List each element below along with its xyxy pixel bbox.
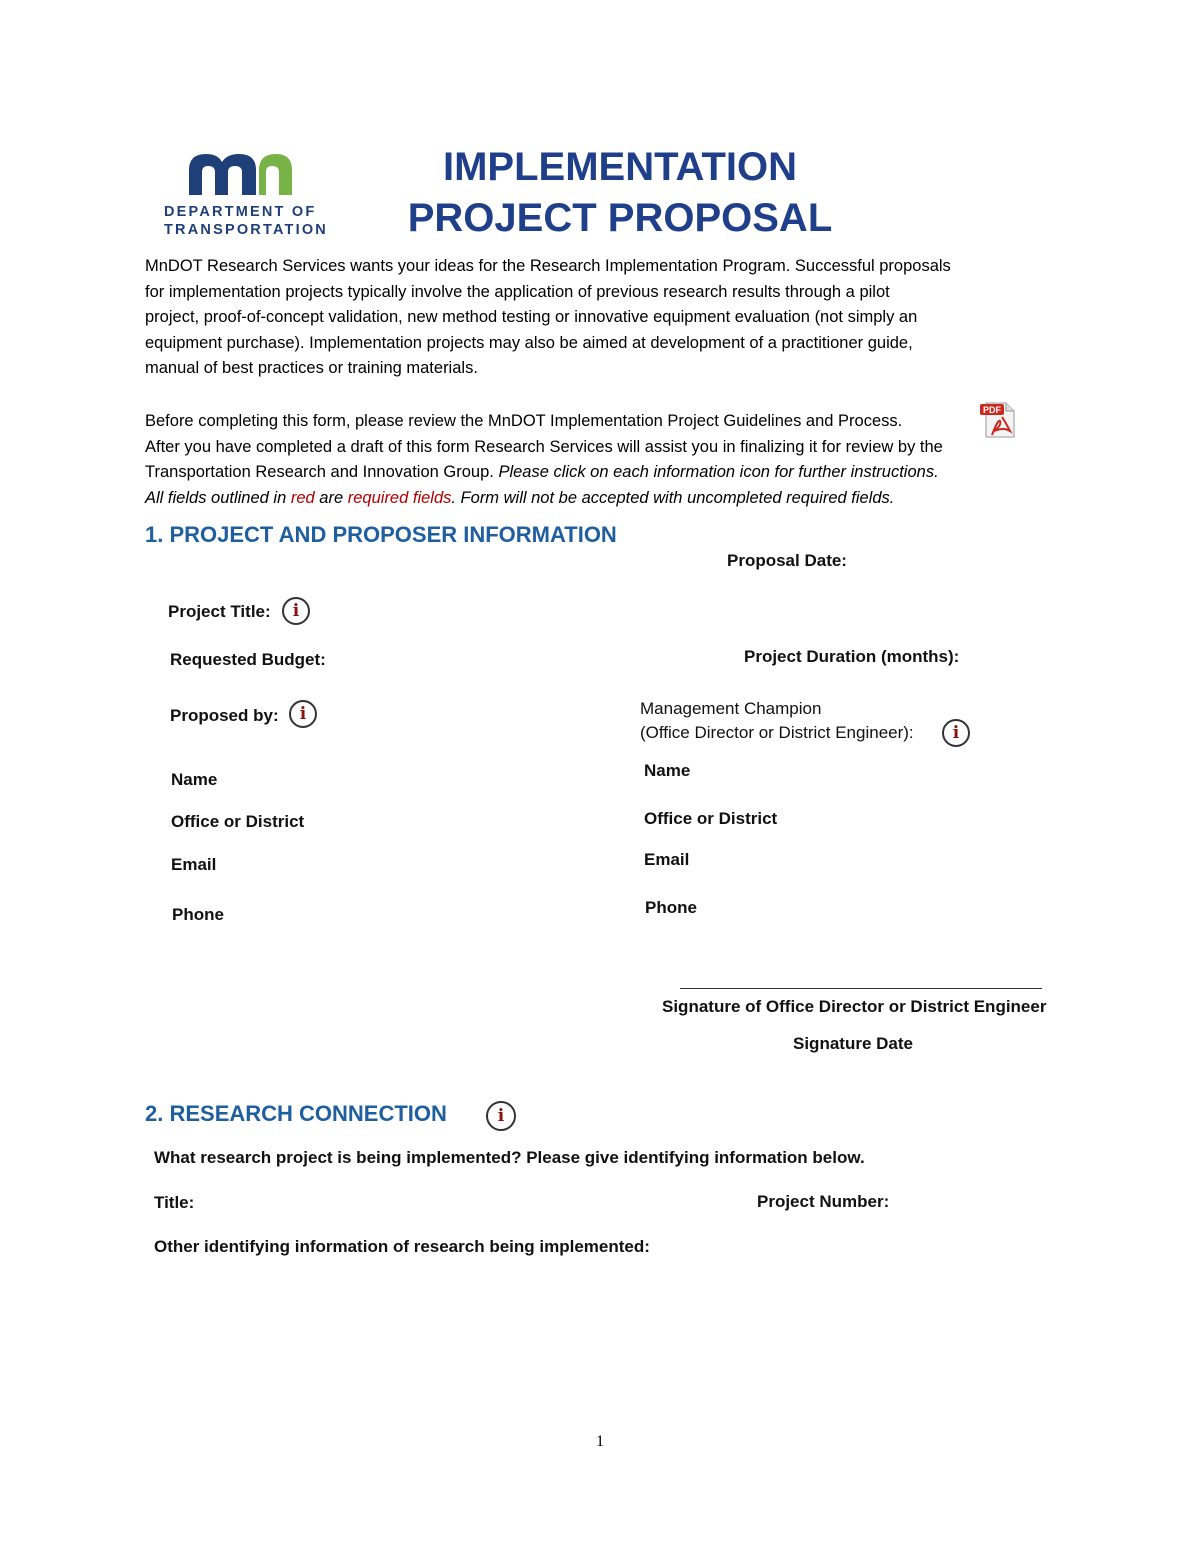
guidelines-link-line[interactable]: Before completing this form, please review the MnDOT Implementation Project Guidelines and Process. [145,412,903,430]
logo-text-line2: TRANSPORTATION [164,222,328,238]
signature-line [680,988,1042,989]
required-note-red: red [290,488,315,507]
title-line1: IMPLEMENTATION [442,145,798,189]
intro-paragraph [145,254,1045,382]
logo-text-line1: DEPARTMENT OF [164,204,317,220]
proposer-name-label: Name [171,770,218,789]
requested-budget-label: Requested Budget: [170,650,326,669]
instructions-line [145,460,1045,486]
intro-line: manual of best practices or training materials. [145,359,478,377]
proposal-date-label: Proposal Date: [727,551,847,570]
signature-date-label: Signature Date [793,1034,913,1053]
research-title-label: Title: [154,1193,195,1212]
intro-line: equipment purchase). Implementation projects may also be aimed at development of a practitioner guide, [145,333,913,352]
champion-phone-label: Phone [645,898,697,917]
management-champion-sublabel: (Office Director or District Engineer): [640,723,914,742]
research-question: What research project is being implemented? Please give identifying information below. [154,1148,865,1167]
project-title-label: Project Title: [168,602,271,621]
champion-name-label: Name [644,761,691,780]
info-icon-management-champion[interactable]: i [942,719,970,747]
champion-email-label: Email [644,850,690,869]
mndot-logo-graphic [162,150,332,240]
pdf-icon-label: PDF [983,405,1001,415]
proposer-office-label: Office or District [171,812,305,831]
management-champion-label: Management Champion [640,699,822,718]
project-duration-label: Project Duration (months): [744,647,960,666]
signature-label: Signature of Office Director or District Engineer [662,997,1047,1016]
page-number: 1 [596,1433,604,1450]
project-number-label: Project Number: [757,1192,890,1211]
proposer-email-label: Email [171,855,217,874]
instructions-paragraph [145,409,1045,511]
instructions-line: After you have completed a draft of this form Research Services will assist you in finalizing it for review by the [145,437,943,456]
info-icon-proposed-by[interactable]: i [289,700,317,728]
champion-office-label: Office or District [644,809,778,828]
info-icon-research-connection[interactable]: i [486,1101,516,1131]
section1-heading: 1. PROJECT AND PROPOSER INFORMATION [145,522,617,547]
required-note-text: are [319,488,344,507]
section2-heading: 2. RESEARCH CONNECTION [145,1101,447,1126]
intro-line: project, proof-of-concept validation, new method testing or innovative equipment evaluation (not simply an [145,308,918,326]
proposer-phone-label: Phone [172,905,224,924]
pdf-icon-graphic [980,401,1016,439]
required-note-red: required fields [347,488,452,507]
title-line2: PROJECT PROPOSAL [407,196,833,240]
pdf-icon[interactable] [980,401,1016,439]
mndot-logo [162,150,332,240]
info-icon-project-title[interactable]: i [282,597,310,625]
instructions-italic: Please click on each information icon for further instructions. [498,463,939,481]
intro-line: MnDOT Research Services wants your ideas for the Research Implementation Program. Successful proposals [145,257,951,275]
intro-line: for implementation projects typically involve the application of previous research results through a pilot [145,282,890,301]
other-info-label: Other identifying information of research being implemented: [154,1237,650,1256]
required-note [145,486,1045,512]
proposed-by-label: Proposed by: [170,706,279,725]
required-note-text: . Form will not be accepted with uncompleted required fields. [451,488,895,507]
required-note-text: All fields outlined in [145,488,287,507]
instructions-text: Transportation Research and Innovation Group. [145,463,494,481]
